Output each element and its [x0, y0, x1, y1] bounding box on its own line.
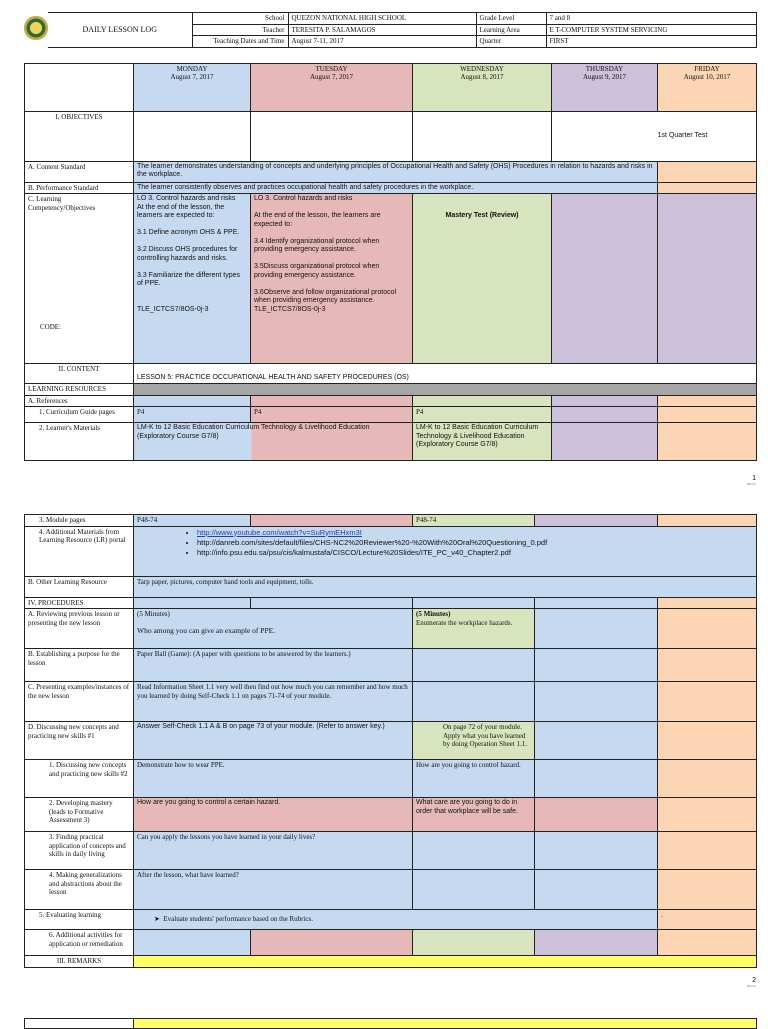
- materials-wed: LM-K to 12 Basic Education Curriculum Technology & Livelihood Education (Exploratory Course G7/8): [413, 423, 552, 461]
- proc-e-label: 1. Discussing new concepts and practicing new skills #2: [25, 760, 134, 798]
- day-tuesday: TUESDAY: [315, 64, 348, 73]
- other-resources-label: B. Other Learning Resource: [25, 576, 134, 597]
- date-thursday: August 9, 2017: [583, 73, 626, 81]
- dates-label: Teaching Dates and Time: [192, 36, 288, 48]
- page-2: [24, 514, 756, 968]
- links-list: [134, 526, 757, 576]
- days-row: [25, 63, 757, 111]
- proc-a-mon-text: Who among you can give an example of PPE.: [137, 626, 276, 635]
- mon-obj-1: 3.1 Define acronym OHS & PPE.: [137, 229, 240, 236]
- module-mon: P48-74: [134, 515, 251, 527]
- content-text: LESSON 5: PRACTICE OCCUPATIONAL HEALTH AND SAFETY PROCEDURES (OS): [134, 364, 757, 384]
- quarter-label: Quarter: [476, 36, 546, 48]
- tue-code: TLE_ICTCS7/8OS-0j-3: [254, 305, 326, 313]
- procedures-label: IV. PROCEDURES: [25, 597, 134, 609]
- proc-a-wed-time: (5 Minutes): [416, 610, 451, 618]
- proc-h-mon: After the lesson, what have learned?: [134, 870, 413, 910]
- additional-materials-label: 4. Additional Materials from Learning Resource (LR) portal: [25, 526, 134, 576]
- proc-i-dot: .: [658, 910, 757, 930]
- teacher-value: TERESITA P. SALAMAGOS: [288, 24, 476, 36]
- remarks-label: III. REMARKS: [25, 956, 134, 968]
- date-friday: August 10, 2017: [683, 73, 731, 81]
- proc-b-label: B. Establishing a purpose for the lesson: [25, 649, 134, 682]
- form-title: DAILY LESSON LOG: [48, 13, 192, 48]
- proc-c-mon: Read Information Sheet 1.1 very well then find out how much you can remember and how much you learned by doing Self-Check 1.1 on pages 71-74 of your module.: [134, 682, 413, 722]
- content-standard-text: The learner demonstrates understanding of concepts and underlying principles of Occupational Health and Safety (OHS) Procedures in relation to hazards and risks in the workplace.: [134, 161, 658, 182]
- proc-d-label: D. Discussing new concepts and practicing new skills #1: [25, 722, 134, 760]
- objectives-row: [25, 111, 757, 161]
- guide-tue: P4: [251, 407, 413, 423]
- lesson-table-page-1: [24, 63, 757, 462]
- tue-obj-1: 3.4 Identify organizational protocol when providing emergency assistance.: [254, 237, 380, 253]
- proc-a-mon-time: (5 Minutes): [137, 610, 170, 618]
- performance-standard-label: B. Performance Standard: [25, 182, 134, 194]
- proc-e-mon: Demonstrate how to wear PPE.: [134, 760, 413, 798]
- school-label: School: [192, 13, 288, 25]
- competency-monday: [134, 194, 251, 364]
- proc-c-label: C. Presenting examples/instances of the new lesson: [25, 682, 134, 722]
- teacher-label: Teacher: [192, 24, 288, 36]
- resources-label: LEARNING RESOURCES: [25, 384, 134, 396]
- proc-d-wed: On page 72 of your module. Apply what you have learned by doing Operation Sheet 1.1.: [413, 722, 535, 760]
- date-tuesday: August 7, 2017: [310, 73, 353, 81]
- mon-intro: At the end of the lesson, the learners are expected to:: [137, 203, 225, 219]
- proc-g-mon: Can you apply the lessons you have learned in your daily lives?: [134, 832, 413, 870]
- page-number-1: 1 301.0n: [746, 475, 756, 486]
- link-psu[interactable]: • http://info.psu.edu.sa/psu/cis/kalmustafa/CISCO/Lecture%20Slides/ITE_PC_v40_Chapter2.pdf: [197, 548, 753, 558]
- date-monday: August 7, 2017: [170, 73, 214, 81]
- performance-standard-text: The learner consistently observes and practices occupational health and safety procedures in the workplace.: [134, 182, 658, 194]
- lesson-table-page-2: [24, 514, 757, 968]
- tue-intro: At the end of the lesson, the learners are expected to:: [254, 212, 381, 228]
- tue-obj-2: 3.5Discuss organizational protocol when providing emergency assistance.: [254, 263, 380, 279]
- proc-f-wed: What care are you going to do in order that workplace will be safe.: [413, 798, 535, 832]
- day-monday: MONDAY: [176, 64, 208, 73]
- header-table: [24, 12, 757, 48]
- code-label: CODE:: [40, 322, 61, 331]
- performance-standard-row: [25, 182, 757, 194]
- proc-i-label: 5. Evaluating learning: [25, 910, 134, 930]
- proc-f-label: 2. Developing mastery (leads to Formative Assessment 3): [25, 798, 134, 832]
- arrow-icon: ➤: [154, 915, 164, 924]
- proc-a-label: A. Reviewing previous lesson or presenting the new lesson: [25, 609, 134, 649]
- guide-mon: P4: [134, 407, 251, 423]
- module-wed: P48-74: [413, 515, 535, 527]
- page-number-2: 2 301.0n: [746, 977, 756, 988]
- mon-obj-2: 3.2 Discuss OHS procedures for controlling hazards and risks.: [137, 246, 238, 262]
- proc-h-label: 4. Making generalizations and abstractions about the lesson: [25, 870, 134, 910]
- mon-obj-3: 3.3 Familiarize the different types of PPE.: [137, 271, 240, 287]
- curriculum-guide-label: 1. Curriculum Guide pages: [25, 407, 134, 423]
- mon-code: TLE_ICTCS7/8OS-0j-3: [137, 305, 209, 313]
- page-1: [24, 12, 756, 461]
- dates-value: August 7-11, 2017: [288, 36, 476, 48]
- proc-f-mon: How are you going to control a certain hazard.: [134, 798, 413, 832]
- guide-wed: P4: [413, 407, 552, 423]
- content-standard-label: A. Content Standard: [25, 161, 134, 182]
- content-row: [25, 364, 757, 384]
- quarter-test: 1st Quarter Test: [552, 111, 757, 161]
- proc-g-label: 3. Finding practical application of concepts and skills in daily living: [25, 832, 134, 870]
- learners-materials-label: 2. Learner's Materials: [25, 423, 134, 461]
- references-label: A. References: [25, 395, 134, 407]
- objectives-label: I. OBJECTIVES: [25, 111, 134, 161]
- grade-value: 7 and 8: [546, 13, 756, 25]
- day-wednesday: WEDNESDAY: [460, 64, 504, 73]
- competency-label: C. Learning Competency/Objectives: [28, 195, 96, 212]
- deped-logo: [24, 13, 48, 48]
- module-pages-label: 3. Module pages: [25, 515, 134, 527]
- proc-a-wed-text: Enumerate the workplace hazards.: [416, 618, 513, 627]
- competency-tuesday: [251, 194, 413, 364]
- content-standard-row: [25, 161, 757, 182]
- day-friday: FRIDAY: [694, 64, 720, 73]
- proc-j-label: 6. Additional activities for application or remediation: [25, 930, 134, 956]
- mastery-test: Mastery Test (Review): [413, 194, 552, 364]
- area-value: E T-COMPUTER SYSTEM SERVICING: [546, 24, 756, 36]
- link-youtube[interactable]: http://www.youtube.com/watch?v=SuRymEHxm3I: [197, 527, 362, 537]
- area-label: Learning Area: [476, 24, 546, 36]
- other-resources-text: Tarp paper, pictures, computer hand tools and equipment, tolls.: [134, 576, 757, 597]
- competency-row: [25, 194, 757, 364]
- content-label: II. CONTENT: [25, 364, 134, 384]
- proc-i-text: Evaluate students' performance based on the Rubrics.: [163, 915, 313, 924]
- date-wednesday: August 8, 2017: [460, 73, 504, 81]
- grade-label: Grade Level: [476, 13, 546, 25]
- link-danreb[interactable]: • http://danreb.com/sites/default/files/CHS-NC2%20Reviewer%20-%20With%20Oral%20Questioning_0.pdf: [197, 538, 753, 548]
- school-value: QUEZON NATIONAL HIGH SCHOOL: [288, 13, 476, 25]
- mon-lo: LO 3. Control hazards and risks: [137, 195, 236, 202]
- proc-d-mon: Answer Self-Check 1.1 A & B on page 73 of your module. (Refer to answer key.): [134, 722, 413, 760]
- materials-mon: LM-K to 12 Basic Education Curriculum Technology & Livelihood Education (Exploratory Course G7/8): [134, 423, 413, 461]
- proc-b-mon: Paper Ball (Game): (A paper with questions to be answered by the learners.): [134, 649, 413, 682]
- quarter-value: FIRST: [546, 36, 756, 48]
- tue-lo: LO 3. Control hazards and risks: [254, 195, 353, 202]
- day-thursday: THURSDAY: [585, 64, 624, 73]
- proc-e-wed: How are you going to control hazard.: [413, 760, 535, 798]
- tue-obj-3: 3.6Observe and follow organizational protocol when providing emergency assistance.: [254, 288, 397, 304]
